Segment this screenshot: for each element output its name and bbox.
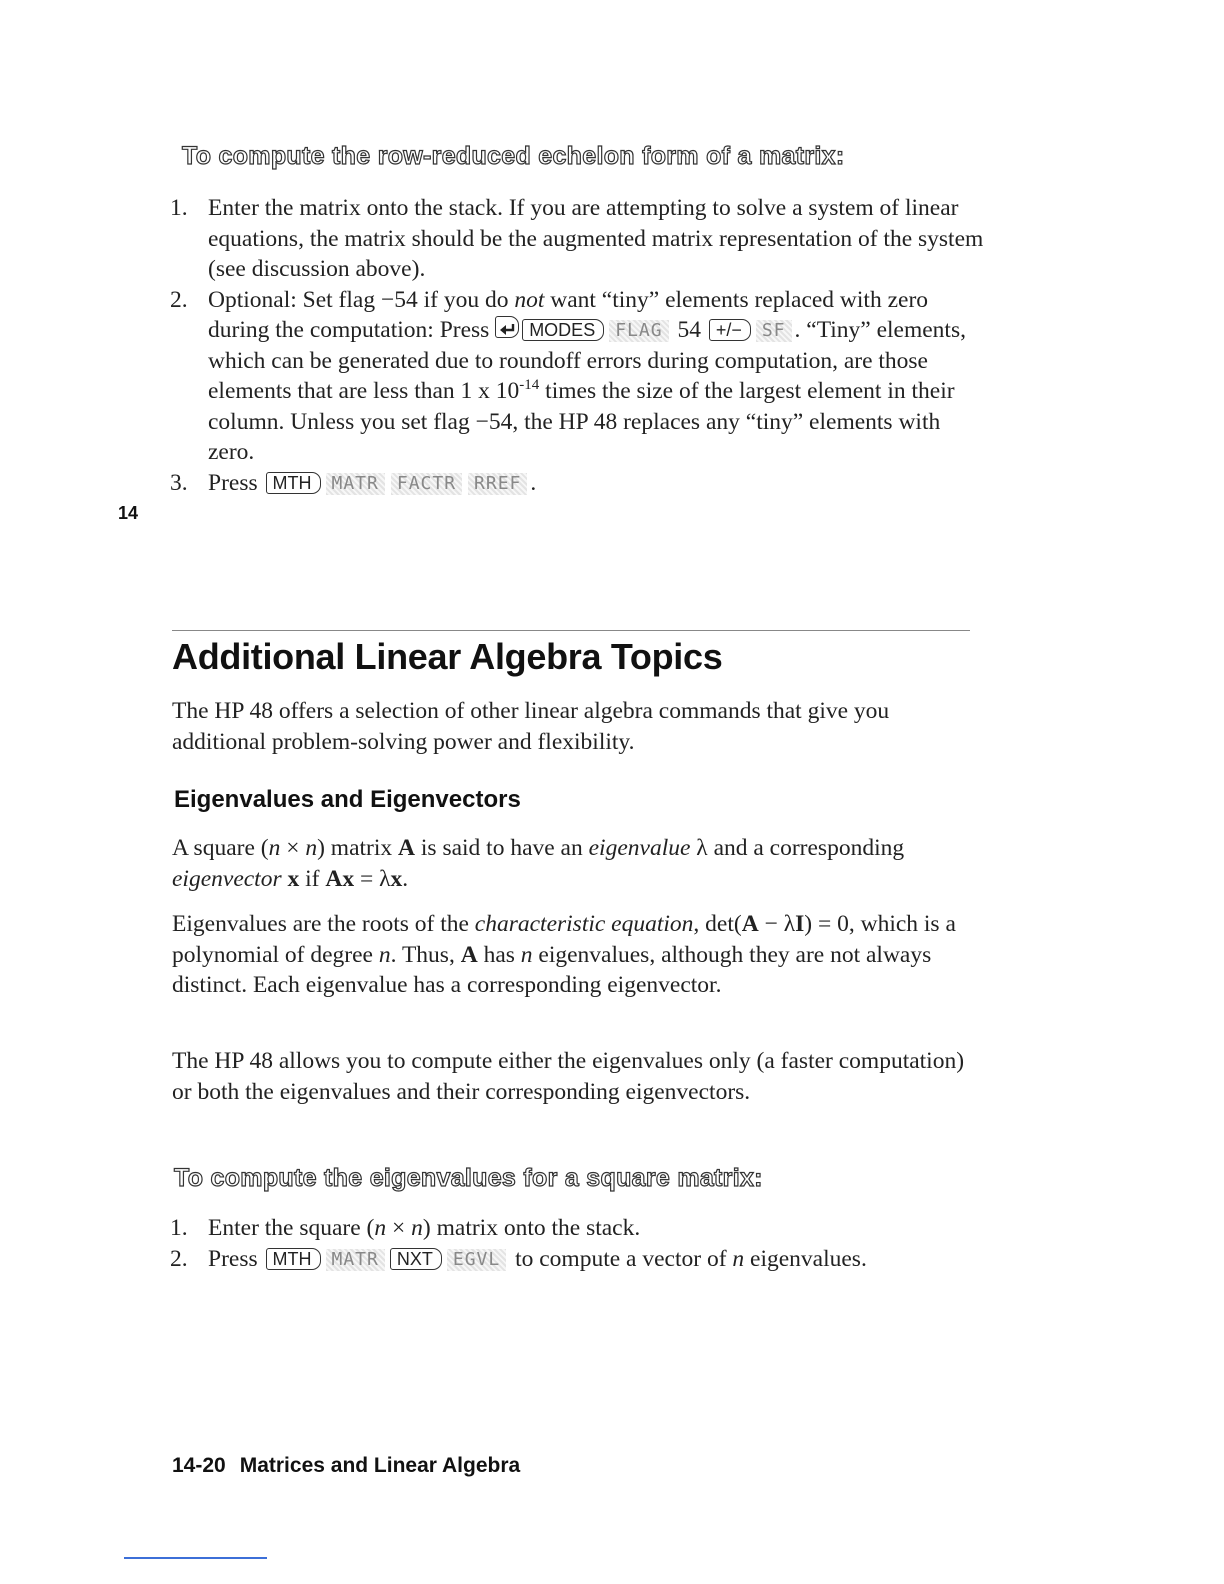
step-text: Press [208,469,264,496]
text: and a corresponding [707,835,905,861]
text: − λ [758,911,796,937]
text: × [280,835,306,861]
modes-key: MODES [522,319,604,341]
eigen-definition-paragraph [172,833,972,894]
math-var: n [378,941,391,968]
page-number: 14-20 [172,1454,226,1477]
text: . Thus, [390,941,461,968]
step-text: ) matrix onto the stack. [422,1215,641,1241]
list-item [170,468,990,499]
math-var: λ [690,835,708,861]
step-text: Enter the matrix onto the stack. If you are attempting to solve a system of linear equations, the matrix should be the augmented matrix representation of the system (see discussion above). [208,195,984,282]
math-matrix: I [795,911,805,937]
compute-options-paragraph: The HP 48 allows you to compute either the eigenvalues only (a faster computation) or both the eigenvalues and their corresponding eigenvectors. [172,1048,965,1105]
math-matrix: A [460,941,478,968]
nxt-key: NXT [390,1248,442,1270]
step-text: eigenvalues. [744,1245,867,1272]
rref-steps [170,193,990,498]
math-matrix: A [741,911,759,937]
step-number: 1. [170,195,188,221]
math-matrix: A [398,835,416,861]
eigen-steps [170,1213,990,1274]
mth-key: MTH [266,1248,321,1270]
rref-menu-key: RREF [468,473,527,495]
left-shift-key [495,316,519,338]
math-var: n [268,835,281,861]
step-text: want “tiny” elements replaced with zero during the computation: Press [208,286,929,343]
step-text: to compute a vector of [509,1245,733,1272]
text: eigenvalues, although they are not always distinct. Each eigenvalue has a corresponding eigenvector. [172,941,932,998]
procedure-title-rref: To compute the row-reduced echelon form of a matrix: [182,142,845,170]
factr-menu-key: FACTR [391,473,462,495]
egvl-menu-key: EGVL [447,1249,506,1271]
chs-key: +/− [709,319,751,341]
bottom-divider [124,1557,267,1559]
exponent: -14 [519,377,540,394]
section-heading: Additional Linear Algebra Topics [172,636,723,677]
mth-key: MTH [266,472,321,494]
text: if [299,865,326,892]
step-text: Enter the square ( [208,1215,375,1241]
math-var: n [520,941,533,968]
step-text: × [386,1215,412,1241]
flag-menu-key: FLAG [609,320,668,342]
math-var: n [305,835,318,861]
math-var: n [732,1245,745,1272]
list-item [170,193,990,285]
chapter-marker: 14 [118,503,139,523]
list-item [170,285,990,468]
section-divider [172,630,970,631]
emphasis-not: not [514,286,545,313]
step-number: 3. [170,469,188,496]
characteristic-paragraph [172,909,972,1001]
step-text: . “Tiny” elements, which can be generated due to roundoff errors during computation, are those elements that are less than 1 x 10 [208,317,966,404]
math-expr: Ax [325,865,355,892]
step-text: Press [208,1245,264,1272]
text: . [402,865,409,892]
list-item [170,1244,990,1275]
matr-menu-key: MATR [326,473,385,495]
text: , det( [693,911,742,937]
step-text: 54 [671,317,707,343]
text: ) matrix [317,835,399,861]
text: = λ [354,865,391,892]
term-eigenvalue: eigenvalue [588,835,691,861]
left-shift-arrow-icon [496,319,518,339]
step-number: 1. [170,1215,188,1241]
term-characteristic: characteristic equation [474,911,694,937]
list-item [170,1213,990,1244]
step-number: 2. [170,1245,188,1272]
math-vector: x [390,865,403,892]
text: ) = 0, which is a polynomial of degree [172,911,956,968]
math-var: n [411,1215,423,1241]
procedure-title-eigenvalues: To compute the eigenvalues for a square matrix: [174,1164,763,1192]
step-text: times the size of the largest element in their column. Unless you set flag −54, the HP 48 replaces any “tiny” elements with zero. [208,378,955,465]
sf-menu-key: SF [756,320,792,342]
step-text: Optional: Set flag −54 if you do [208,286,515,313]
intro-paragraph: The HP 48 offers a selection of other linear algebra commands that give you additional problem-solving power and flexibility. [172,698,890,755]
term-eigenvector: eigenvector [172,865,282,892]
math-vector: x [281,865,300,892]
step-text: . [530,469,537,496]
text: is said to have an [415,835,589,861]
step-number: 2. [170,286,188,313]
subheading-eigen: Eigenvalues and Eigenvectors [174,786,521,813]
text: Eigenvalues are the roots of the [172,911,475,937]
chapter-title: Matrices and Linear Algebra [239,1454,521,1477]
text: A square ( [172,835,269,861]
math-var: n [374,1215,387,1241]
text: has [477,941,521,968]
page-footer [172,1454,520,1478]
matr-menu-key: MATR [326,1249,385,1271]
